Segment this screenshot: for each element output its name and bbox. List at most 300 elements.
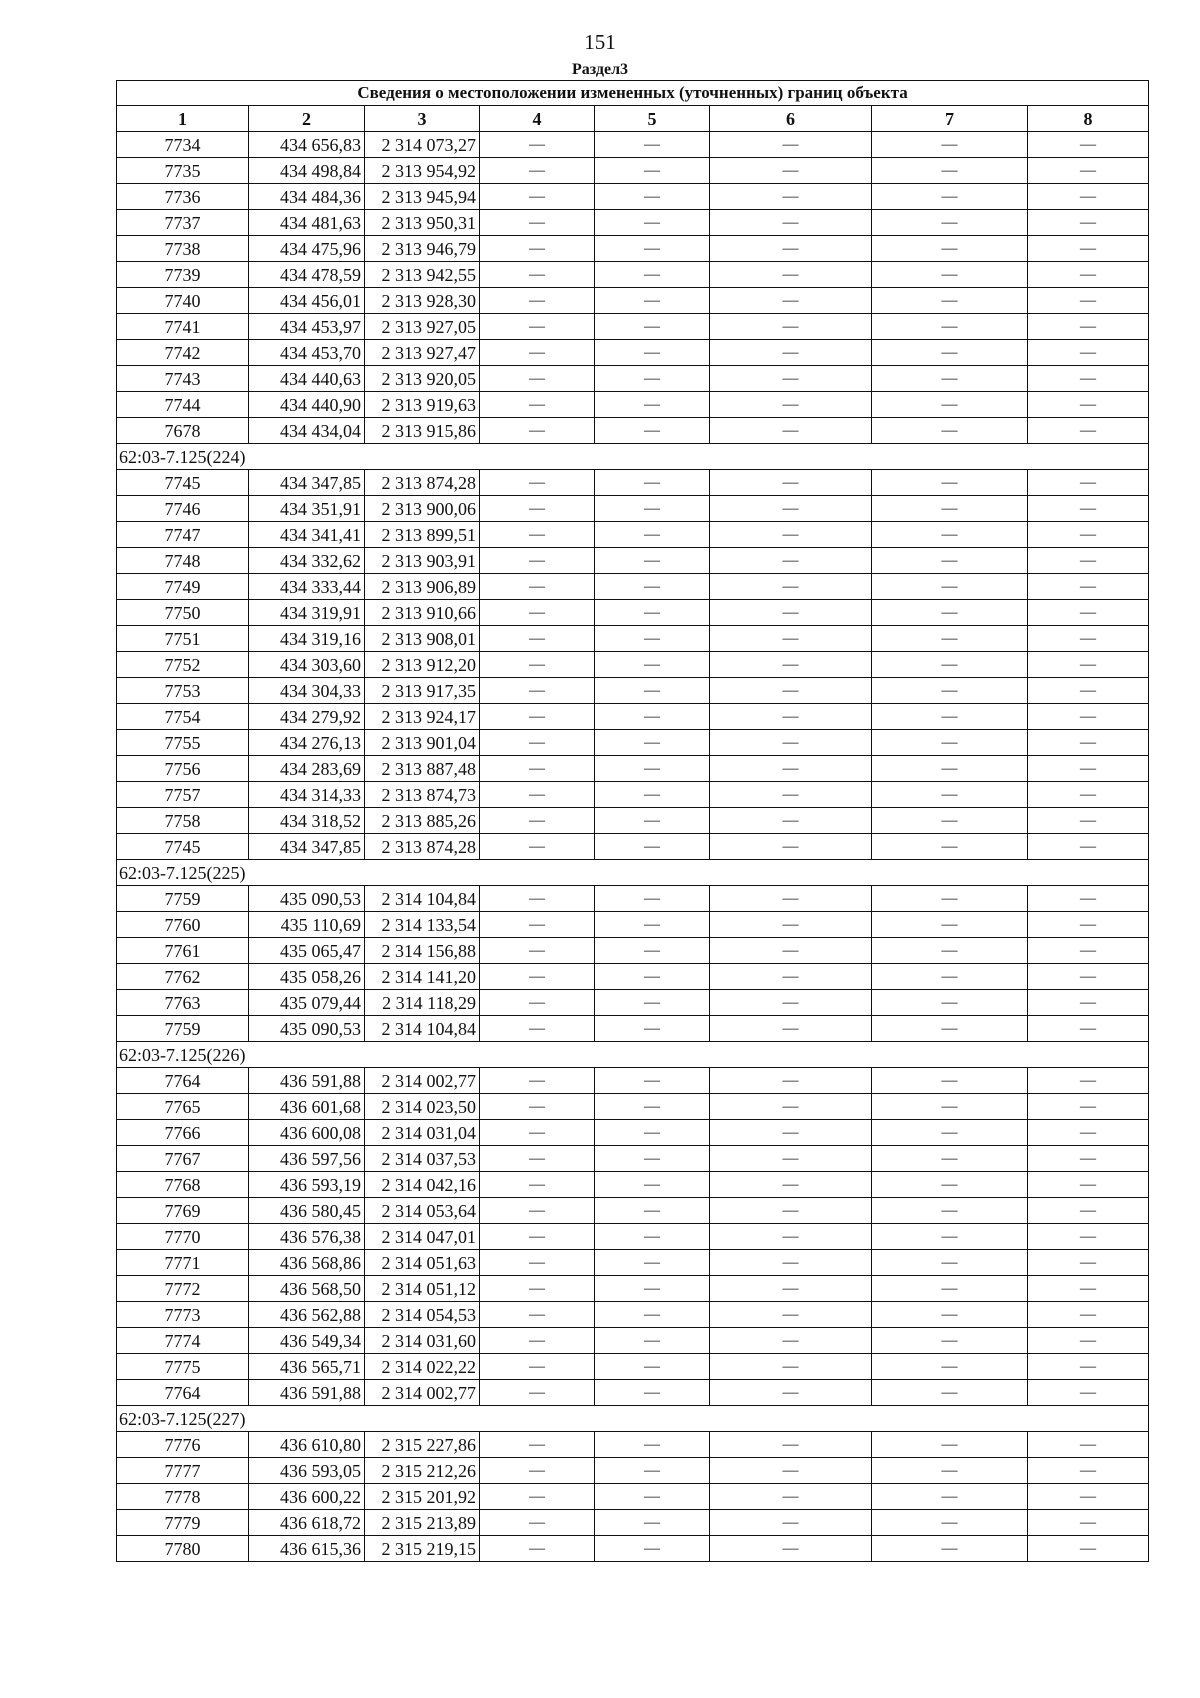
y-coordinate-cell: 2 314 022,22: [365, 1354, 480, 1380]
empty-value-cell-6: —: [710, 418, 872, 444]
point-number-cell: 7746: [117, 496, 249, 522]
empty-value-cell-4: —: [480, 418, 595, 444]
empty-value-cell-5: —: [595, 704, 710, 730]
y-coordinate-cell: 2 314 073,27: [365, 132, 480, 158]
empty-value-cell-4: —: [480, 340, 595, 366]
empty-value-cell-7: —: [872, 574, 1028, 600]
empty-value-cell-4: —: [480, 1432, 595, 1458]
y-coordinate-cell: 2 313 906,89: [365, 574, 480, 600]
empty-value-cell-7: —: [872, 1120, 1028, 1146]
point-number-cell: 7753: [117, 678, 249, 704]
y-coordinate-cell: 2 313 946,79: [365, 236, 480, 262]
empty-value-cell-8: —: [1028, 834, 1149, 860]
empty-value-cell-6: —: [710, 1510, 872, 1536]
empty-value-cell-8: —: [1028, 1354, 1149, 1380]
empty-value-cell-5: —: [595, 1250, 710, 1276]
empty-value-cell-5: —: [595, 964, 710, 990]
y-coordinate-cell: 2 314 104,84: [365, 886, 480, 912]
empty-value-cell-6: —: [710, 158, 872, 184]
y-coordinate-cell: 2 313 901,04: [365, 730, 480, 756]
x-coordinate-cell: 436 568,86: [249, 1250, 365, 1276]
x-coordinate-cell: 434 453,70: [249, 340, 365, 366]
x-coordinate-cell: 436 601,68: [249, 1094, 365, 1120]
x-coordinate-cell: 436 600,22: [249, 1484, 365, 1510]
table-row: [117, 1510, 1149, 1536]
table-caption-row: [117, 81, 1149, 106]
empty-value-cell-5: —: [595, 756, 710, 782]
coordinates-table: [116, 80, 1149, 1562]
table-row: [117, 496, 1149, 522]
x-coordinate-cell: 436 549,34: [249, 1328, 365, 1354]
empty-value-cell-4: —: [480, 210, 595, 236]
x-coordinate-cell: 434 319,16: [249, 626, 365, 652]
empty-value-cell-6: —: [710, 704, 872, 730]
point-number-cell: 7743: [117, 366, 249, 392]
table-row: [117, 834, 1149, 860]
empty-value-cell-7: —: [872, 600, 1028, 626]
empty-value-cell-8: —: [1028, 756, 1149, 782]
y-coordinate-cell: 2 314 156,88: [365, 938, 480, 964]
empty-value-cell-5: —: [595, 1510, 710, 1536]
empty-value-cell-4: —: [480, 990, 595, 1016]
y-coordinate-cell: 2 314 037,53: [365, 1146, 480, 1172]
empty-value-cell-8: —: [1028, 964, 1149, 990]
empty-value-cell-8: —: [1028, 600, 1149, 626]
x-coordinate-cell: 435 090,53: [249, 886, 365, 912]
empty-value-cell-7: —: [872, 886, 1028, 912]
x-coordinate-cell: 436 593,05: [249, 1458, 365, 1484]
empty-value-cell-5: —: [595, 1068, 710, 1094]
empty-value-cell-7: —: [872, 704, 1028, 730]
empty-value-cell-7: —: [872, 834, 1028, 860]
table-row: [117, 314, 1149, 340]
empty-value-cell-7: —: [872, 158, 1028, 184]
empty-value-cell-5: —: [595, 600, 710, 626]
x-coordinate-cell: 436 576,38: [249, 1224, 365, 1250]
table-row: [117, 600, 1149, 626]
empty-value-cell-5: —: [595, 1432, 710, 1458]
empty-value-cell-7: —: [872, 470, 1028, 496]
empty-value-cell-6: —: [710, 964, 872, 990]
group-row: [117, 1042, 1149, 1068]
empty-value-cell-6: —: [710, 184, 872, 210]
table-row: [117, 1146, 1149, 1172]
empty-value-cell-4: —: [480, 470, 595, 496]
empty-value-cell-7: —: [872, 1432, 1028, 1458]
empty-value-cell-4: —: [480, 964, 595, 990]
table-caption: Сведения о местоположении измененных (уточненных) границ объекта: [117, 81, 1149, 106]
y-coordinate-cell: 2 313 915,86: [365, 418, 480, 444]
x-coordinate-cell: 436 591,88: [249, 1068, 365, 1094]
empty-value-cell-6: —: [710, 1198, 872, 1224]
column-header-4: 4: [480, 106, 595, 132]
table-row: [117, 1432, 1149, 1458]
point-number-cell: 7747: [117, 522, 249, 548]
empty-value-cell-8: —: [1028, 1068, 1149, 1094]
point-number-cell: 7772: [117, 1276, 249, 1302]
x-coordinate-cell: 434 475,96: [249, 236, 365, 262]
point-number-cell: 7770: [117, 1224, 249, 1250]
empty-value-cell-4: —: [480, 1458, 595, 1484]
empty-value-cell-7: —: [872, 1484, 1028, 1510]
empty-value-cell-6: —: [710, 1068, 872, 1094]
table-row: [117, 132, 1149, 158]
y-coordinate-cell: 2 313 919,63: [365, 392, 480, 418]
empty-value-cell-6: —: [710, 678, 872, 704]
x-coordinate-cell: 434 283,69: [249, 756, 365, 782]
x-coordinate-cell: 434 351,91: [249, 496, 365, 522]
empty-value-cell-8: —: [1028, 938, 1149, 964]
empty-value-cell-5: —: [595, 1094, 710, 1120]
empty-value-cell-7: —: [872, 418, 1028, 444]
empty-value-cell-6: —: [710, 574, 872, 600]
empty-value-cell-8: —: [1028, 1094, 1149, 1120]
empty-value-cell-5: —: [595, 1224, 710, 1250]
table-row: [117, 1224, 1149, 1250]
x-coordinate-cell: 436 618,72: [249, 1510, 365, 1536]
x-coordinate-cell: 434 332,62: [249, 548, 365, 574]
y-coordinate-cell: 2 313 903,91: [365, 548, 480, 574]
y-coordinate-cell: 2 313 874,73: [365, 782, 480, 808]
x-coordinate-cell: 436 610,80: [249, 1432, 365, 1458]
empty-value-cell-7: —: [872, 1380, 1028, 1406]
table-row: [117, 418, 1149, 444]
empty-value-cell-4: —: [480, 1536, 595, 1562]
empty-value-cell-5: —: [595, 496, 710, 522]
parcel-id-cell: 62:03-7.125(227): [117, 1406, 1149, 1432]
empty-value-cell-7: —: [872, 990, 1028, 1016]
point-number-cell: 7766: [117, 1120, 249, 1146]
table-row: [117, 1016, 1149, 1042]
column-header-1: 1: [117, 106, 249, 132]
point-number-cell: 7738: [117, 236, 249, 262]
y-coordinate-cell: 2 313 945,94: [365, 184, 480, 210]
empty-value-cell-7: —: [872, 132, 1028, 158]
table-row: [117, 1120, 1149, 1146]
empty-value-cell-6: —: [710, 1146, 872, 1172]
x-coordinate-cell: 435 110,69: [249, 912, 365, 938]
empty-value-cell-5: —: [595, 1120, 710, 1146]
empty-value-cell-6: —: [710, 1328, 872, 1354]
column-header-8: 8: [1028, 106, 1149, 132]
empty-value-cell-6: —: [710, 548, 872, 574]
empty-value-cell-5: —: [595, 418, 710, 444]
x-coordinate-cell: 434 347,85: [249, 834, 365, 860]
y-coordinate-cell: 2 313 885,26: [365, 808, 480, 834]
y-coordinate-cell: 2 314 118,29: [365, 990, 480, 1016]
empty-value-cell-6: —: [710, 652, 872, 678]
empty-value-cell-6: —: [710, 1484, 872, 1510]
empty-value-cell-6: —: [710, 1432, 872, 1458]
y-coordinate-cell: 2 313 954,92: [365, 158, 480, 184]
x-coordinate-cell: 435 065,47: [249, 938, 365, 964]
point-number-cell: 7740: [117, 288, 249, 314]
empty-value-cell-7: —: [872, 236, 1028, 262]
table-row: [117, 1276, 1149, 1302]
empty-value-cell-5: —: [595, 314, 710, 340]
point-number-cell: 7776: [117, 1432, 249, 1458]
empty-value-cell-5: —: [595, 158, 710, 184]
empty-value-cell-7: —: [872, 1536, 1028, 1562]
empty-value-cell-4: —: [480, 1120, 595, 1146]
point-number-cell: 7769: [117, 1198, 249, 1224]
empty-value-cell-6: —: [710, 470, 872, 496]
column-header-7: 7: [872, 106, 1028, 132]
empty-value-cell-8: —: [1028, 418, 1149, 444]
empty-value-cell-5: —: [595, 912, 710, 938]
x-coordinate-cell: 434 341,41: [249, 522, 365, 548]
empty-value-cell-5: —: [595, 730, 710, 756]
point-number-cell: 7759: [117, 1016, 249, 1042]
y-coordinate-cell: 2 313 928,30: [365, 288, 480, 314]
empty-value-cell-6: —: [710, 808, 872, 834]
empty-value-cell-8: —: [1028, 808, 1149, 834]
y-coordinate-cell: 2 315 219,15: [365, 1536, 480, 1562]
group-row: [117, 444, 1149, 470]
empty-value-cell-8: —: [1028, 1484, 1149, 1510]
empty-value-cell-6: —: [710, 886, 872, 912]
empty-value-cell-6: —: [710, 1276, 872, 1302]
table-row: [117, 1250, 1149, 1276]
empty-value-cell-6: —: [710, 314, 872, 340]
empty-value-cell-4: —: [480, 132, 595, 158]
empty-value-cell-5: —: [595, 1484, 710, 1510]
empty-value-cell-4: —: [480, 652, 595, 678]
empty-value-cell-4: —: [480, 1224, 595, 1250]
empty-value-cell-6: —: [710, 340, 872, 366]
empty-value-cell-7: —: [872, 288, 1028, 314]
empty-value-cell-7: —: [872, 1224, 1028, 1250]
point-number-cell: 7767: [117, 1146, 249, 1172]
y-coordinate-cell: 2 315 227,86: [365, 1432, 480, 1458]
empty-value-cell-7: —: [872, 314, 1028, 340]
y-coordinate-cell: 2 314 133,54: [365, 912, 480, 938]
empty-value-cell-8: —: [1028, 782, 1149, 808]
x-coordinate-cell: 435 090,53: [249, 1016, 365, 1042]
empty-value-cell-4: —: [480, 1172, 595, 1198]
empty-value-cell-4: —: [480, 678, 595, 704]
x-coordinate-cell: 435 079,44: [249, 990, 365, 1016]
empty-value-cell-7: —: [872, 626, 1028, 652]
y-coordinate-cell: 2 314 042,16: [365, 1172, 480, 1198]
x-coordinate-cell: 436 591,88: [249, 1380, 365, 1406]
y-coordinate-cell: 2 313 920,05: [365, 366, 480, 392]
x-coordinate-cell: 434 440,90: [249, 392, 365, 418]
empty-value-cell-6: —: [710, 1224, 872, 1250]
point-number-cell: 7741: [117, 314, 249, 340]
empty-value-cell-4: —: [480, 600, 595, 626]
empty-value-cell-8: —: [1028, 990, 1149, 1016]
table-row: [117, 782, 1149, 808]
table-row: [117, 1302, 1149, 1328]
empty-value-cell-8: —: [1028, 912, 1149, 938]
y-coordinate-cell: 2 314 104,84: [365, 1016, 480, 1042]
empty-value-cell-4: —: [480, 626, 595, 652]
empty-value-cell-8: —: [1028, 1432, 1149, 1458]
empty-value-cell-7: —: [872, 964, 1028, 990]
y-coordinate-cell: 2 313 950,31: [365, 210, 480, 236]
table-row: [117, 886, 1149, 912]
table-row: [117, 522, 1149, 548]
empty-value-cell-8: —: [1028, 158, 1149, 184]
empty-value-cell-7: —: [872, 1458, 1028, 1484]
empty-value-cell-7: —: [872, 1172, 1028, 1198]
x-coordinate-cell: 434 333,44: [249, 574, 365, 600]
empty-value-cell-4: —: [480, 1484, 595, 1510]
empty-value-cell-6: —: [710, 392, 872, 418]
empty-value-cell-6: —: [710, 1016, 872, 1042]
empty-value-cell-6: —: [710, 990, 872, 1016]
x-coordinate-cell: 434 279,92: [249, 704, 365, 730]
empty-value-cell-7: —: [872, 1276, 1028, 1302]
table-row: [117, 1328, 1149, 1354]
empty-value-cell-8: —: [1028, 470, 1149, 496]
empty-value-cell-4: —: [480, 1146, 595, 1172]
empty-value-cell-8: —: [1028, 392, 1149, 418]
table-row: [117, 210, 1149, 236]
point-number-cell: 7748: [117, 548, 249, 574]
empty-value-cell-5: —: [595, 1302, 710, 1328]
empty-value-cell-8: —: [1028, 574, 1149, 600]
table-row: [117, 1484, 1149, 1510]
empty-value-cell-4: —: [480, 262, 595, 288]
page-number: 151: [584, 30, 616, 54]
empty-value-cell-8: —: [1028, 132, 1149, 158]
x-coordinate-cell: 434 434,04: [249, 418, 365, 444]
empty-value-cell-8: —: [1028, 704, 1149, 730]
empty-value-cell-8: —: [1028, 1276, 1149, 1302]
table-row: [117, 236, 1149, 262]
y-coordinate-cell: 2 315 201,92: [365, 1484, 480, 1510]
empty-value-cell-7: —: [872, 262, 1028, 288]
x-coordinate-cell: 436 593,19: [249, 1172, 365, 1198]
empty-value-cell-5: —: [595, 366, 710, 392]
empty-value-cell-6: —: [710, 366, 872, 392]
empty-value-cell-8: —: [1028, 1302, 1149, 1328]
y-coordinate-cell: 2 314 053,64: [365, 1198, 480, 1224]
x-coordinate-cell: 434 319,91: [249, 600, 365, 626]
empty-value-cell-6: —: [710, 496, 872, 522]
table-row: [117, 938, 1149, 964]
empty-value-cell-6: —: [710, 1536, 872, 1562]
empty-value-cell-7: —: [872, 1068, 1028, 1094]
point-number-cell: 7763: [117, 990, 249, 1016]
empty-value-cell-7: —: [872, 496, 1028, 522]
empty-value-cell-8: —: [1028, 1016, 1149, 1042]
column-header-2: 2: [249, 106, 365, 132]
x-coordinate-cell: 434 318,52: [249, 808, 365, 834]
empty-value-cell-5: —: [595, 574, 710, 600]
empty-value-cell-7: —: [872, 678, 1028, 704]
y-coordinate-cell: 2 314 031,04: [365, 1120, 480, 1146]
table-row: [117, 366, 1149, 392]
empty-value-cell-8: —: [1028, 1250, 1149, 1276]
empty-value-cell-6: —: [710, 730, 872, 756]
empty-value-cell-6: —: [710, 912, 872, 938]
parcel-id-cell: 62:03-7.125(226): [117, 1042, 1149, 1068]
x-coordinate-cell: 436 562,88: [249, 1302, 365, 1328]
empty-value-cell-4: —: [480, 158, 595, 184]
point-number-cell: 7734: [117, 132, 249, 158]
y-coordinate-cell: 2 313 927,47: [365, 340, 480, 366]
table-row: [117, 756, 1149, 782]
table-row: [117, 1094, 1149, 1120]
empty-value-cell-4: —: [480, 1354, 595, 1380]
empty-value-cell-7: —: [872, 340, 1028, 366]
empty-value-cell-7: —: [872, 548, 1028, 574]
empty-value-cell-5: —: [595, 652, 710, 678]
empty-value-cell-4: —: [480, 938, 595, 964]
empty-value-cell-5: —: [595, 678, 710, 704]
empty-value-cell-8: —: [1028, 522, 1149, 548]
empty-value-cell-8: —: [1028, 886, 1149, 912]
empty-value-cell-4: —: [480, 574, 595, 600]
x-coordinate-cell: 434 498,84: [249, 158, 365, 184]
y-coordinate-cell: 2 315 213,89: [365, 1510, 480, 1536]
empty-value-cell-7: —: [872, 1198, 1028, 1224]
column-header-5: 5: [595, 106, 710, 132]
y-coordinate-cell: 2 314 054,53: [365, 1302, 480, 1328]
empty-value-cell-5: —: [595, 548, 710, 574]
table-row: [117, 912, 1149, 938]
y-coordinate-cell: 2 315 212,26: [365, 1458, 480, 1484]
x-coordinate-cell: 434 453,97: [249, 314, 365, 340]
empty-value-cell-4: —: [480, 912, 595, 938]
table-row: [117, 1380, 1149, 1406]
empty-value-cell-4: —: [480, 1016, 595, 1042]
empty-value-cell-7: —: [872, 392, 1028, 418]
empty-value-cell-8: —: [1028, 626, 1149, 652]
x-coordinate-cell: 436 565,71: [249, 1354, 365, 1380]
empty-value-cell-4: —: [480, 834, 595, 860]
y-coordinate-cell: 2 313 874,28: [365, 470, 480, 496]
table-row: [117, 1536, 1149, 1562]
empty-value-cell-8: —: [1028, 1120, 1149, 1146]
table-row: [117, 184, 1149, 210]
x-coordinate-cell: 434 656,83: [249, 132, 365, 158]
x-coordinate-cell: 436 600,08: [249, 1120, 365, 1146]
point-number-cell: 7762: [117, 964, 249, 990]
x-coordinate-cell: 436 568,50: [249, 1276, 365, 1302]
y-coordinate-cell: 2 313 899,51: [365, 522, 480, 548]
empty-value-cell-6: —: [710, 756, 872, 782]
empty-value-cell-4: —: [480, 496, 595, 522]
empty-value-cell-5: —: [595, 210, 710, 236]
empty-value-cell-5: —: [595, 1380, 710, 1406]
y-coordinate-cell: 2 314 023,50: [365, 1094, 480, 1120]
x-coordinate-cell: 434 481,63: [249, 210, 365, 236]
empty-value-cell-4: —: [480, 366, 595, 392]
table-row: [117, 288, 1149, 314]
point-number-cell: 7777: [117, 1458, 249, 1484]
y-coordinate-cell: 2 313 924,17: [365, 704, 480, 730]
y-coordinate-cell: 2 313 908,01: [365, 626, 480, 652]
empty-value-cell-8: —: [1028, 1328, 1149, 1354]
empty-value-cell-5: —: [595, 1198, 710, 1224]
x-coordinate-cell: 434 303,60: [249, 652, 365, 678]
point-number-cell: 7745: [117, 470, 249, 496]
empty-value-cell-4: —: [480, 1198, 595, 1224]
point-number-cell: 7771: [117, 1250, 249, 1276]
table-row: [117, 158, 1149, 184]
empty-value-cell-7: —: [872, 1302, 1028, 1328]
table-row: [117, 574, 1149, 600]
point-number-cell: 7773: [117, 1302, 249, 1328]
empty-value-cell-6: —: [710, 626, 872, 652]
x-coordinate-cell: 436 580,45: [249, 1198, 365, 1224]
empty-value-cell-7: —: [872, 652, 1028, 678]
empty-value-cell-8: —: [1028, 678, 1149, 704]
